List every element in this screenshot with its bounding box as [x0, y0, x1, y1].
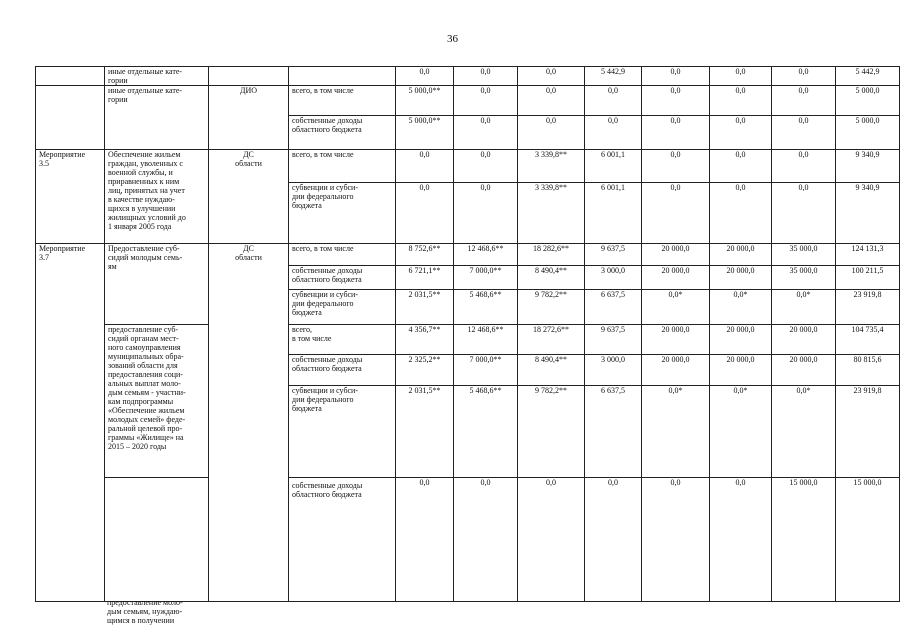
amount-cell: 0,0 [585, 86, 642, 116]
amount-cell: 0,0 [710, 150, 772, 183]
amount-cell: 0,0 [642, 150, 710, 183]
amount-cell: 0,0 [518, 67, 585, 86]
amount-cell: 9 340,9 [836, 183, 900, 244]
funding-source-cell: собственные доходы областного бюджета [289, 266, 396, 290]
executor-cell: ДИО [209, 86, 289, 150]
amount-cell: 20 000,0 [772, 325, 836, 355]
amount-cell: 0,0 [396, 67, 454, 86]
amount-cell: 0,0 [518, 86, 585, 116]
amount-cell: 6 637,5 [585, 386, 642, 478]
amount-cell: 104 735,4 [836, 325, 900, 355]
amount-cell: 0,0 [454, 150, 518, 183]
amount-cell: 0,0 [642, 116, 710, 150]
amount-cell: 5 000,0 [836, 116, 900, 150]
amount-cell: 9 782,2** [518, 386, 585, 478]
amount-cell: 0,0 [772, 86, 836, 116]
amount-cell: 6 637,5 [585, 290, 642, 325]
activity-name-cell: иные отдельные кате- гории [105, 86, 209, 150]
amount-cell: 0,0 [454, 67, 518, 86]
amount-cell: 0,0 [454, 478, 518, 602]
table-row [36, 244, 900, 266]
amount-cell: 5 468,6** [454, 386, 518, 478]
amount-cell: 3 339,8** [518, 150, 585, 183]
amount-cell: 5 000,0** [396, 86, 454, 116]
amount-cell: 0,0 [710, 478, 772, 602]
amount-cell: 0,0 [396, 150, 454, 183]
amount-cell: 0,0 [710, 67, 772, 86]
amount-cell: 0,0 [518, 116, 585, 150]
budget-table [35, 66, 900, 602]
amount-cell: 9 340,9 [836, 150, 900, 183]
amount-cell: 0,0 [454, 86, 518, 116]
amount-cell: 0,0 [454, 183, 518, 244]
amount-cell: 20 000,0 [642, 244, 710, 266]
amount-cell: 0,0 [772, 183, 836, 244]
amount-cell: 8 490,4** [518, 355, 585, 386]
amount-cell: 0,0* [772, 290, 836, 325]
amount-cell: 2 031,5** [396, 290, 454, 325]
amount-cell: 20 000,0 [710, 325, 772, 355]
amount-cell: 9 637,5 [585, 244, 642, 266]
amount-cell: 20 000,0 [642, 325, 710, 355]
amount-cell: 0,0 [710, 116, 772, 150]
amount-cell: 0,0* [772, 386, 836, 478]
amount-cell: 3 339,8** [518, 183, 585, 244]
amount-cell: 23 919,8 [836, 290, 900, 325]
amount-cell: 0,0* [642, 290, 710, 325]
amount-cell: 0,0 [642, 183, 710, 244]
funding-source-cell: субвенции и субси- дии федерального бюджета [289, 183, 396, 244]
amount-cell: 0,0 [454, 116, 518, 150]
amount-cell: 7 000,0** [454, 266, 518, 290]
funding-source-cell: субвенции и субси- дии федерального бюджета [289, 290, 396, 325]
amount-cell: 80 815,6 [836, 355, 900, 386]
amount-cell: 0,0 [396, 183, 454, 244]
amount-cell: 0,0 [710, 86, 772, 116]
amount-cell: 35 000,0 [772, 266, 836, 290]
amount-cell: 3 000,0 [585, 266, 642, 290]
funding-source-cell: всего, в том числе [289, 244, 396, 266]
amount-cell: 2 031,5** [396, 386, 454, 478]
amount-cell: 9 782,2** [518, 290, 585, 325]
amount-cell: 0,0 [772, 150, 836, 183]
amount-cell: 7 000,0** [454, 355, 518, 386]
table-row [36, 150, 900, 183]
executor-cell [209, 67, 289, 86]
activity-name-cell: Предоставление суб- сидий молодым семь- ям [105, 244, 209, 325]
amount-cell: 5 442,9 [836, 67, 900, 86]
amount-cell: 5 442,9 [585, 67, 642, 86]
amount-cell: 5 000,0** [396, 116, 454, 150]
amount-cell: 5 468,6** [454, 290, 518, 325]
amount-cell: 0,0 [710, 183, 772, 244]
activity-name-cell: иные отдельные кате- гории [105, 67, 209, 86]
amount-cell: 4 356,7** [396, 325, 454, 355]
funding-source-cell: субвенции и субси- дии федерального бюджета [289, 386, 396, 478]
amount-cell: 15 000,0 [772, 478, 836, 602]
amount-cell: 18 282,6** [518, 244, 585, 266]
activity-name-cell: Обеспечение жильем граждан, уволенных с военной службы, и приравненных к ним лиц, принятых на учет в качестве нуждаю- щихся в улучшении жилищных условий до 1 января 2005 года [105, 150, 209, 244]
table-row [36, 67, 900, 86]
amount-cell: 124 131,3 [836, 244, 900, 266]
table-row [36, 325, 900, 355]
funding-source-cell: собственные доходы областного бюджета [289, 355, 396, 386]
amount-cell: 0,0* [642, 386, 710, 478]
funding-source-cell: собственные доходы областного бюджета [289, 116, 396, 150]
activity-name-cell [105, 478, 209, 602]
amount-cell: 8 490,4** [518, 266, 585, 290]
amount-cell: 2 325,2** [396, 355, 454, 386]
amount-cell: 20 000,0 [772, 355, 836, 386]
executor-cell: ДС области [209, 244, 289, 602]
amount-cell: 20 000,0 [710, 355, 772, 386]
amount-cell: 18 272,6** [518, 325, 585, 355]
amount-cell: 20 000,0 [642, 355, 710, 386]
amount-cell: 0,0 [396, 478, 454, 602]
amount-cell: 6 721,1** [396, 266, 454, 290]
activity-code-cell [36, 86, 105, 150]
amount-cell: 0,0* [710, 386, 772, 478]
amount-cell: 20 000,0 [710, 266, 772, 290]
activity-code-cell: Мероприятие 3.5 [36, 150, 105, 244]
amount-cell: 35 000,0 [772, 244, 836, 266]
amount-cell: 6 001,1 [585, 183, 642, 244]
amount-cell: 20 000,0 [710, 244, 772, 266]
activity-code-cell [36, 67, 105, 86]
amount-cell: 5 000,0 [836, 86, 900, 116]
amount-cell: 9 637,5 [585, 325, 642, 355]
amount-cell: 15 000,0 [836, 478, 900, 602]
amount-cell: 12 468,6** [454, 244, 518, 266]
activity-code-cell: Мероприятие 3.7 [36, 244, 105, 602]
amount-cell: 0,0 [642, 67, 710, 86]
page-number: 36 [447, 33, 458, 45]
activity-name-cell: предоставление суб- сидий органам мест- ного самоуправления муниципальных обра- зований области для предоставления соци- альных выплат моло- дым семьям - участни- кам подпрограммы «Обеспечение жильем молодых семей» феде- ральной целевой про- граммы «Жилище» на 2015 – 2020 годы [105, 325, 209, 478]
amount-cell: 12 468,6** [454, 325, 518, 355]
amount-cell: 20 000,0 [642, 266, 710, 290]
funding-source-cell: всего, в том числе [289, 150, 396, 183]
amount-cell: 8 752,6** [396, 244, 454, 266]
amount-cell: 0,0* [710, 290, 772, 325]
amount-cell: 6 001,1 [585, 150, 642, 183]
continued-activity-text: предоставление моло- дым семьям, нуждаю- щимся в получении [107, 598, 183, 625]
funding-source-cell: собственные доходы областного бюджета [289, 478, 396, 602]
amount-cell: 3 000,0 [585, 355, 642, 386]
executor-cell: ДС области [209, 150, 289, 244]
table-row [36, 478, 900, 602]
amount-cell: 0,0 [518, 478, 585, 602]
amount-cell: 0,0 [772, 67, 836, 86]
table-row [36, 86, 900, 116]
amount-cell: 0,0 [642, 86, 710, 116]
funding-source-cell: всего, в том числе [289, 325, 396, 355]
funding-source-cell: всего, в том числе [289, 86, 396, 116]
amount-cell: 23 919,8 [836, 386, 900, 478]
amount-cell: 0,0 [585, 478, 642, 602]
amount-cell: 0,0 [642, 478, 710, 602]
amount-cell: 0,0 [772, 116, 836, 150]
funding-source-cell [289, 67, 396, 86]
amount-cell: 100 211,5 [836, 266, 900, 290]
amount-cell: 0,0 [585, 116, 642, 150]
